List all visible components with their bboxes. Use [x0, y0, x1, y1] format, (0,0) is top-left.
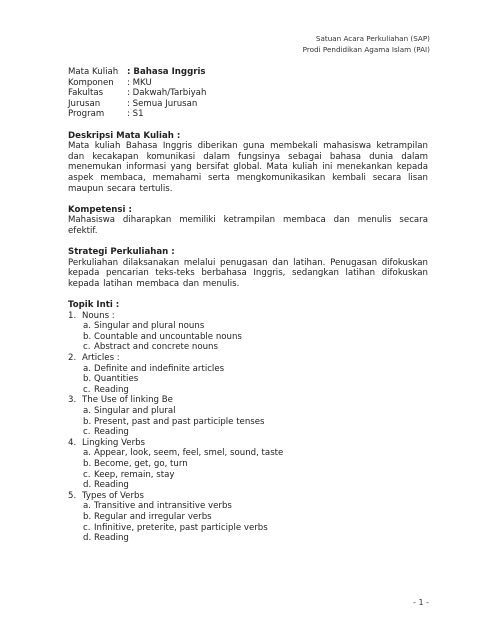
section-title: Strategi Perkuliahan :: [68, 247, 175, 258]
topic-number: 5.: [68, 490, 77, 501]
info-row: [68, 99, 428, 110]
topic-item: [68, 353, 428, 364]
subtopic-item: [68, 523, 428, 534]
subtopic-letter: a.: [83, 501, 91, 512]
subtopic-text: Quantities: [94, 374, 139, 385]
topic-number: 1.: [68, 310, 77, 321]
subtopic-letter: a.: [83, 321, 91, 332]
subtopic-item: [68, 470, 428, 481]
subtopic-item: [68, 342, 428, 353]
subtopic-letter: b.: [83, 511, 92, 522]
subtopic-text: Definite and indefinite articles: [94, 363, 225, 374]
subtopic-text: Regular and irregular verbs: [94, 511, 212, 522]
topic-number: 3.: [68, 395, 77, 406]
header-line-2: Prodi Pendidikan Agama Islam (PAI): [302, 45, 430, 54]
topic-title: Articles :: [82, 353, 120, 364]
info-row: [68, 67, 428, 78]
subtopic-letter: a.: [83, 406, 91, 416]
subtopic-letter: b.: [83, 416, 92, 427]
header-line-1: Satuan Acara Perkuliahan (SAP): [315, 34, 430, 43]
subtopic-text: Present, past and past participle tenses: [94, 416, 265, 427]
topic-list: [68, 311, 428, 544]
topic-title: Lingking Verbs: [82, 437, 146, 448]
subtopic-text: Infinitive, preterite, past participle verbs: [94, 522, 268, 533]
course-info: [68, 67, 428, 120]
info-value: : Semua Jurusan: [127, 98, 198, 109]
topic-title: The Use of linking Be: [82, 395, 173, 406]
info-label: Program: [68, 109, 105, 120]
topic-number: 2.: [68, 353, 77, 364]
topics-title: Topik Inti :: [68, 300, 120, 311]
topic-number: 4.: [68, 437, 77, 448]
subtopic-letter: c.: [83, 469, 91, 480]
section-text: Mata kuliah Bahasa Inggris diberikan guna membekali mahasiswa ketrampilan dan kecakapan komunikasi dalam fungsinya sebagai bahasa dunia dalam menemukan informasi yang bersifat global. Mata kuliah ini menekankan kepada aspek membaca, memahami serta mengkomunikasikan kembali secara lisan maupun secara tertulis.: [68, 141, 428, 194]
info-row: [68, 109, 428, 120]
topic-item: [68, 311, 428, 322]
subtopic-item: [68, 448, 428, 459]
subtopic-item: [68, 459, 428, 470]
course-sections: [68, 131, 428, 290]
subtopic-text: Reading: [94, 427, 129, 438]
info-label: Komponen: [68, 77, 114, 88]
subtopic-letter: b.: [83, 458, 92, 469]
subtopic-item: [68, 364, 428, 375]
subtopic-letter: c.: [83, 522, 91, 533]
subtopic-letter: c.: [83, 342, 91, 353]
subtopic-text: Appear, look, seem, feel, smel, sound, taste: [94, 448, 284, 459]
subtopic-text: Abstract and concrete nouns: [94, 342, 218, 353]
page-number: - 1 -: [413, 598, 429, 607]
subtopic-letter: c.: [83, 384, 91, 395]
subtopic-text: Become, get, go, turn: [94, 458, 188, 469]
topic-item: [68, 491, 428, 502]
subtopic-text: Reading: [94, 480, 129, 491]
subtopic-text: Keep, remain, stay: [94, 469, 175, 480]
topic-title: Nouns :: [82, 310, 115, 321]
subtopic-item: [68, 321, 428, 332]
document-body: [68, 67, 428, 544]
subtopic-item: [68, 512, 428, 523]
subtopic-item: [68, 501, 428, 512]
subtopic-item: [68, 417, 428, 428]
subtopic-item: [68, 480, 428, 491]
subtopic-text: Singular and plural nouns: [94, 321, 205, 332]
subtopic-item: [68, 374, 428, 385]
subtopic-letter: a.: [83, 448, 91, 459]
info-label: Jurusan: [68, 98, 101, 109]
subtopic-text: Singular and plural: [94, 406, 176, 416]
section-text: Perkuliahan dilaksanakan melalui penugasan dan latihan. Penugasan difokuskan kepada pencarian teks-teks berbahasa Inggris, sedangkan latihan difokuskan kepada latihan membaca dan menulis.: [68, 257, 428, 289]
info-row: [68, 88, 428, 99]
page-header: [303, 33, 430, 55]
info-value: : Bahasa Inggris: [127, 67, 206, 77]
topic-item: [68, 395, 428, 406]
info-label: Fakultas: [68, 88, 104, 99]
info-row: [68, 78, 428, 89]
subtopic-text: Reading: [94, 533, 129, 544]
info-label: Mata Kuliah: [68, 67, 119, 77]
subtopic-item: [68, 385, 428, 396]
subtopic-item: [68, 533, 428, 544]
subtopic-item: [68, 427, 428, 438]
subtopic-text: Transitive and intransitive verbs: [94, 501, 232, 512]
subtopic-letter: b.: [83, 374, 92, 385]
info-value: : Dakwah/Tarbiyah: [127, 88, 207, 99]
subtopic-item: [68, 406, 428, 417]
subtopic-text: Reading: [94, 384, 129, 395]
subtopic-item: [68, 332, 428, 343]
subtopic-letter: d.: [83, 480, 92, 491]
section-title: Deskripsi Mata Kuliah :: [68, 130, 181, 141]
subtopic-letter: a.: [83, 363, 91, 374]
section-title: Kompetensi :: [68, 204, 132, 215]
topic-title: Types of Verbs: [82, 490, 144, 501]
subtopic-letter: b.: [83, 331, 92, 342]
info-value: : S1: [127, 109, 144, 120]
topic-item: [68, 438, 428, 449]
subtopic-text: Countable and uncountable nouns: [94, 331, 242, 342]
info-value: : MKU: [127, 77, 152, 88]
section-text: Mahasiswa diharapkan memiliki ketrampilan membaca dan menulis secara efektif.: [68, 215, 428, 236]
subtopic-letter: d.: [83, 533, 92, 544]
subtopic-letter: c.: [83, 427, 91, 438]
